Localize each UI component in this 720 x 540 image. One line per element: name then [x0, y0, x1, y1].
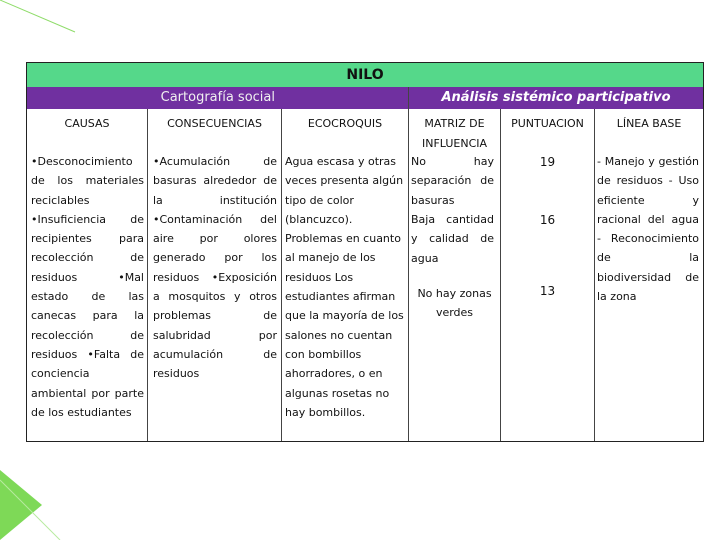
header-influencia: INFLUENCIA: [421, 137, 488, 150]
deco-triangle-bottom: [0, 470, 42, 540]
puntuacion-value: 16: [539, 213, 556, 227]
deco-line-top: [0, 0, 75, 32]
puntuacion-value: 13: [539, 284, 556, 298]
header-linea-base: LÍNEA BASE: [616, 117, 682, 130]
puntuacion-value: 19: [539, 155, 556, 169]
cell-linea-base: - Manejo y gestión de residuos - Uso eficiente y racional del agua - Reconocimiento de la biodiversidad de la zona: [597, 155, 699, 304]
table-title: NILO: [27, 63, 703, 88]
cell-consecuencias: •Acumulación de basuras alrededor de la institución •Contaminación del aire por olores generado por los residuos •Exposición a mosquitos y otros problemas de salubridad por acumulación de residuos: [153, 155, 277, 381]
header-consecuencias: CONSECUENCIAS: [167, 117, 262, 130]
header-puntuacion: PUNTUACION: [511, 117, 584, 130]
band-gap: [281, 87, 409, 109]
col-divider: [594, 109, 595, 441]
band-cartografia-social: Cartografía social: [27, 87, 281, 109]
col-divider: [281, 109, 282, 441]
cell-causas: •Desconocimiento de los materiales reciclables •Insuficiencia de recipientes para recolección de residuos •Mal estado de las canecas para la recolección de residuos •Falta de conciencia ambiental por parte de los estudiantes: [31, 155, 144, 419]
matriz-item: No hay separación de basuras: [411, 155, 494, 207]
nilo-table: [26, 62, 704, 442]
matriz-item: No hay zonas verdes: [417, 287, 492, 320]
header-causas: CAUSAS: [64, 117, 110, 130]
col-divider: [147, 109, 148, 441]
band-analisis-sistemico: Análisis sistémico participativo: [409, 87, 703, 109]
matriz-item: Baja cantidad y calidad de agua: [411, 213, 494, 265]
cell-ecocroquis: Agua escasa y otras veces presenta algún tipo de color (blancuzco). Problemas en cuanto al manejo de los residuos Los estudiantes afirman que la mayoría de los salones no cuentan con bombillos ahorradores, o en algunas rosetas no hay bombillos.: [285, 155, 404, 419]
header-ecocroquis: ECOCROQUIS: [307, 117, 383, 130]
header-matriz-de: MATRIZ DE: [424, 117, 485, 130]
